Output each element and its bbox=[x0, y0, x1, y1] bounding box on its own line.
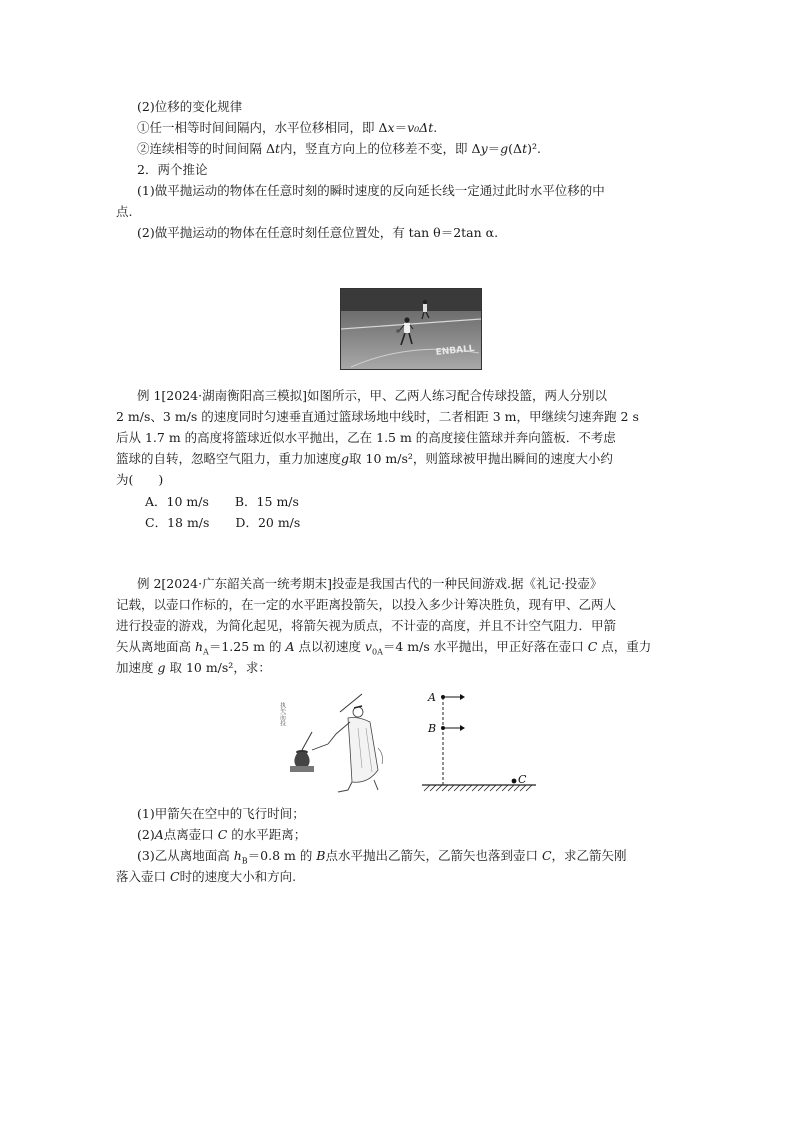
example2-line-3: 进行投壶的游戏，为简化起见，将箭矢视为质点，不计壶的高度，并且不计空气阻力．甲箭 bbox=[116, 618, 617, 633]
rule2-t: t bbox=[275, 141, 281, 156]
example1-g: g bbox=[341, 451, 350, 466]
question-3-line-1 bbox=[137, 847, 627, 871]
example1-l4b: 取 10 m/s²，则篮球被甲抛出瞬间的速度大小约 bbox=[349, 451, 613, 466]
q3-h: h bbox=[233, 848, 242, 863]
option-b: B．15 m/s bbox=[234, 494, 299, 509]
basketball-court-image bbox=[341, 289, 481, 369]
q3-h-sub: B bbox=[241, 856, 248, 866]
court-logo-text: ENBALL bbox=[435, 343, 476, 358]
example2-hA-sub: A bbox=[203, 647, 209, 657]
example1-options-row-2 bbox=[145, 514, 300, 532]
example2-l5a: 加速度 bbox=[116, 660, 158, 675]
example1-line-1: 例 1[2024·湖南衡阳高三模拟]如图所示，甲、乙两人练习配合传球投篮，两人分别以 bbox=[137, 388, 607, 403]
example1-options-row-1 bbox=[145, 493, 299, 511]
example1-line-5: 为( ) bbox=[116, 472, 164, 487]
q2-A: A bbox=[154, 827, 164, 842]
example2-l4e: 点，重力 bbox=[597, 639, 652, 654]
rule1-var: x bbox=[387, 120, 395, 135]
q2-c: 的水平距离； bbox=[227, 827, 307, 842]
rule2-var: y bbox=[480, 141, 488, 156]
rule2-g: g bbox=[500, 141, 509, 156]
q4-C: C bbox=[169, 869, 180, 884]
q3-d: ，求乙箭矢刚 bbox=[551, 848, 627, 863]
q4-a: 落入壶口 bbox=[116, 869, 170, 884]
rule1-rhs: v₀Δ bbox=[407, 120, 429, 135]
q2-b: 点离壶口 bbox=[163, 827, 218, 842]
example2-line-5 bbox=[116, 659, 271, 677]
example1-line-2: 2 m/s、3 m/s 的速度同时匀速垂直通过篮球场地中线时，二者相距 3 m，甲继续匀速奔跑 2 s bbox=[116, 409, 639, 424]
rule2-mid: 内，竖直方向上的位移差不变，即 Δ bbox=[280, 141, 481, 156]
rule-vertical bbox=[137, 140, 541, 158]
example2-C: C bbox=[587, 639, 598, 654]
rule2-eq: ＝ bbox=[487, 141, 501, 156]
rule1-t: t bbox=[428, 120, 434, 135]
rule2-t2: t bbox=[522, 141, 528, 156]
example2-line-1: 例 2[2024·广东韶关高一统考期末]投壶是我国古代的一种民间游戏.据《礼记·投壶》 bbox=[137, 576, 603, 591]
example2-hA: h bbox=[194, 639, 204, 654]
example1-line-4 bbox=[116, 450, 613, 468]
label-a: A bbox=[428, 691, 436, 704]
question-2 bbox=[137, 826, 306, 844]
example1-l4a: 篮球的自转，忽略空气阻力，重力加速度 bbox=[116, 451, 342, 466]
example2-v-sub: 0A bbox=[371, 647, 383, 657]
projectile-diagram bbox=[418, 685, 540, 797]
q2-a: (2) bbox=[137, 827, 155, 842]
q2-C: C bbox=[217, 827, 228, 842]
basketball-photo bbox=[340, 288, 482, 370]
touhu-illustration bbox=[278, 688, 400, 798]
rule2-paren: (Δ bbox=[508, 141, 523, 156]
inference-2: (2)做平抛运动的物体在任意时刻任意位置处，有 tan θ＝2tan α. bbox=[137, 225, 499, 240]
example2-line-2: 记载，以壶口作标的，在一定的水平距离投箭矢，以投入多少计筹决胜负，现有甲、乙两人 bbox=[116, 597, 617, 612]
option-c: C．18 m/s bbox=[145, 515, 210, 530]
example2-g: g bbox=[157, 660, 166, 675]
inference-1-line-2: 点. bbox=[116, 204, 133, 219]
q3-B: B bbox=[316, 848, 326, 863]
example2-l4b: ＝1.25 m 的 bbox=[208, 639, 286, 654]
option-d: D．20 m/s bbox=[235, 515, 301, 530]
question-3-line-2 bbox=[116, 868, 296, 886]
example2-line-4 bbox=[116, 638, 651, 662]
rule2-end: )². bbox=[527, 141, 541, 156]
rule2-text: ②连续相等的时间间隔 Δ bbox=[137, 141, 276, 156]
q3-b: ＝0.8 m 的 bbox=[247, 848, 317, 863]
touhu-figure-image bbox=[278, 688, 400, 798]
option-a: A．10 m/s bbox=[145, 494, 209, 509]
example2-l4a: 矢从离地面高 bbox=[116, 639, 195, 654]
example1-line-3: 后从 1.7 m 的高度将篮球近似水平抛出，乙在 1.5 m 的高度接住篮球并奔向篮板．不考虑 bbox=[116, 430, 616, 445]
q3-c: 点水平抛出乙箭矢，乙箭矢也落到壶口 bbox=[325, 848, 542, 863]
inference-1-line-1: (1)做平抛运动的物体在任意时刻的瞬时速度的反向延长线一定通过此时水平位移的中 bbox=[137, 183, 605, 198]
example2-v: v bbox=[364, 639, 372, 654]
rule1-text: ①任一相等时间间隔内，水平位移相同，即 Δ bbox=[137, 120, 388, 135]
pot-caption: 执矢而投 bbox=[278, 702, 286, 726]
example2-l4d: ＝4 m/s 水平抛出，甲正好落在壶口 bbox=[382, 639, 588, 654]
label-c: C bbox=[518, 773, 527, 786]
q3-C: C bbox=[541, 848, 552, 863]
rule1-end: . bbox=[433, 120, 438, 135]
rule1-eq: ＝ bbox=[394, 120, 408, 135]
example2-A: A bbox=[285, 639, 295, 654]
point-c-dot bbox=[512, 779, 517, 784]
q4-b: 时的速度大小和方向. bbox=[179, 869, 297, 884]
rule-horizontal bbox=[137, 119, 437, 137]
section-heading: (2)位移的变化规律 bbox=[137, 99, 243, 114]
q3-a: (3)乙从离地面高 bbox=[137, 848, 234, 863]
section-heading-2: 2．两个推论 bbox=[137, 162, 208, 177]
example2-l5b: 取 10 m/s²，求： bbox=[165, 660, 271, 675]
example2-l4c: 点以初速度 bbox=[294, 639, 365, 654]
question-1: (1)甲箭矢在空中的飞行时间； bbox=[137, 806, 305, 821]
label-b: B bbox=[428, 722, 437, 735]
projectile-diagram-svg bbox=[418, 685, 540, 797]
